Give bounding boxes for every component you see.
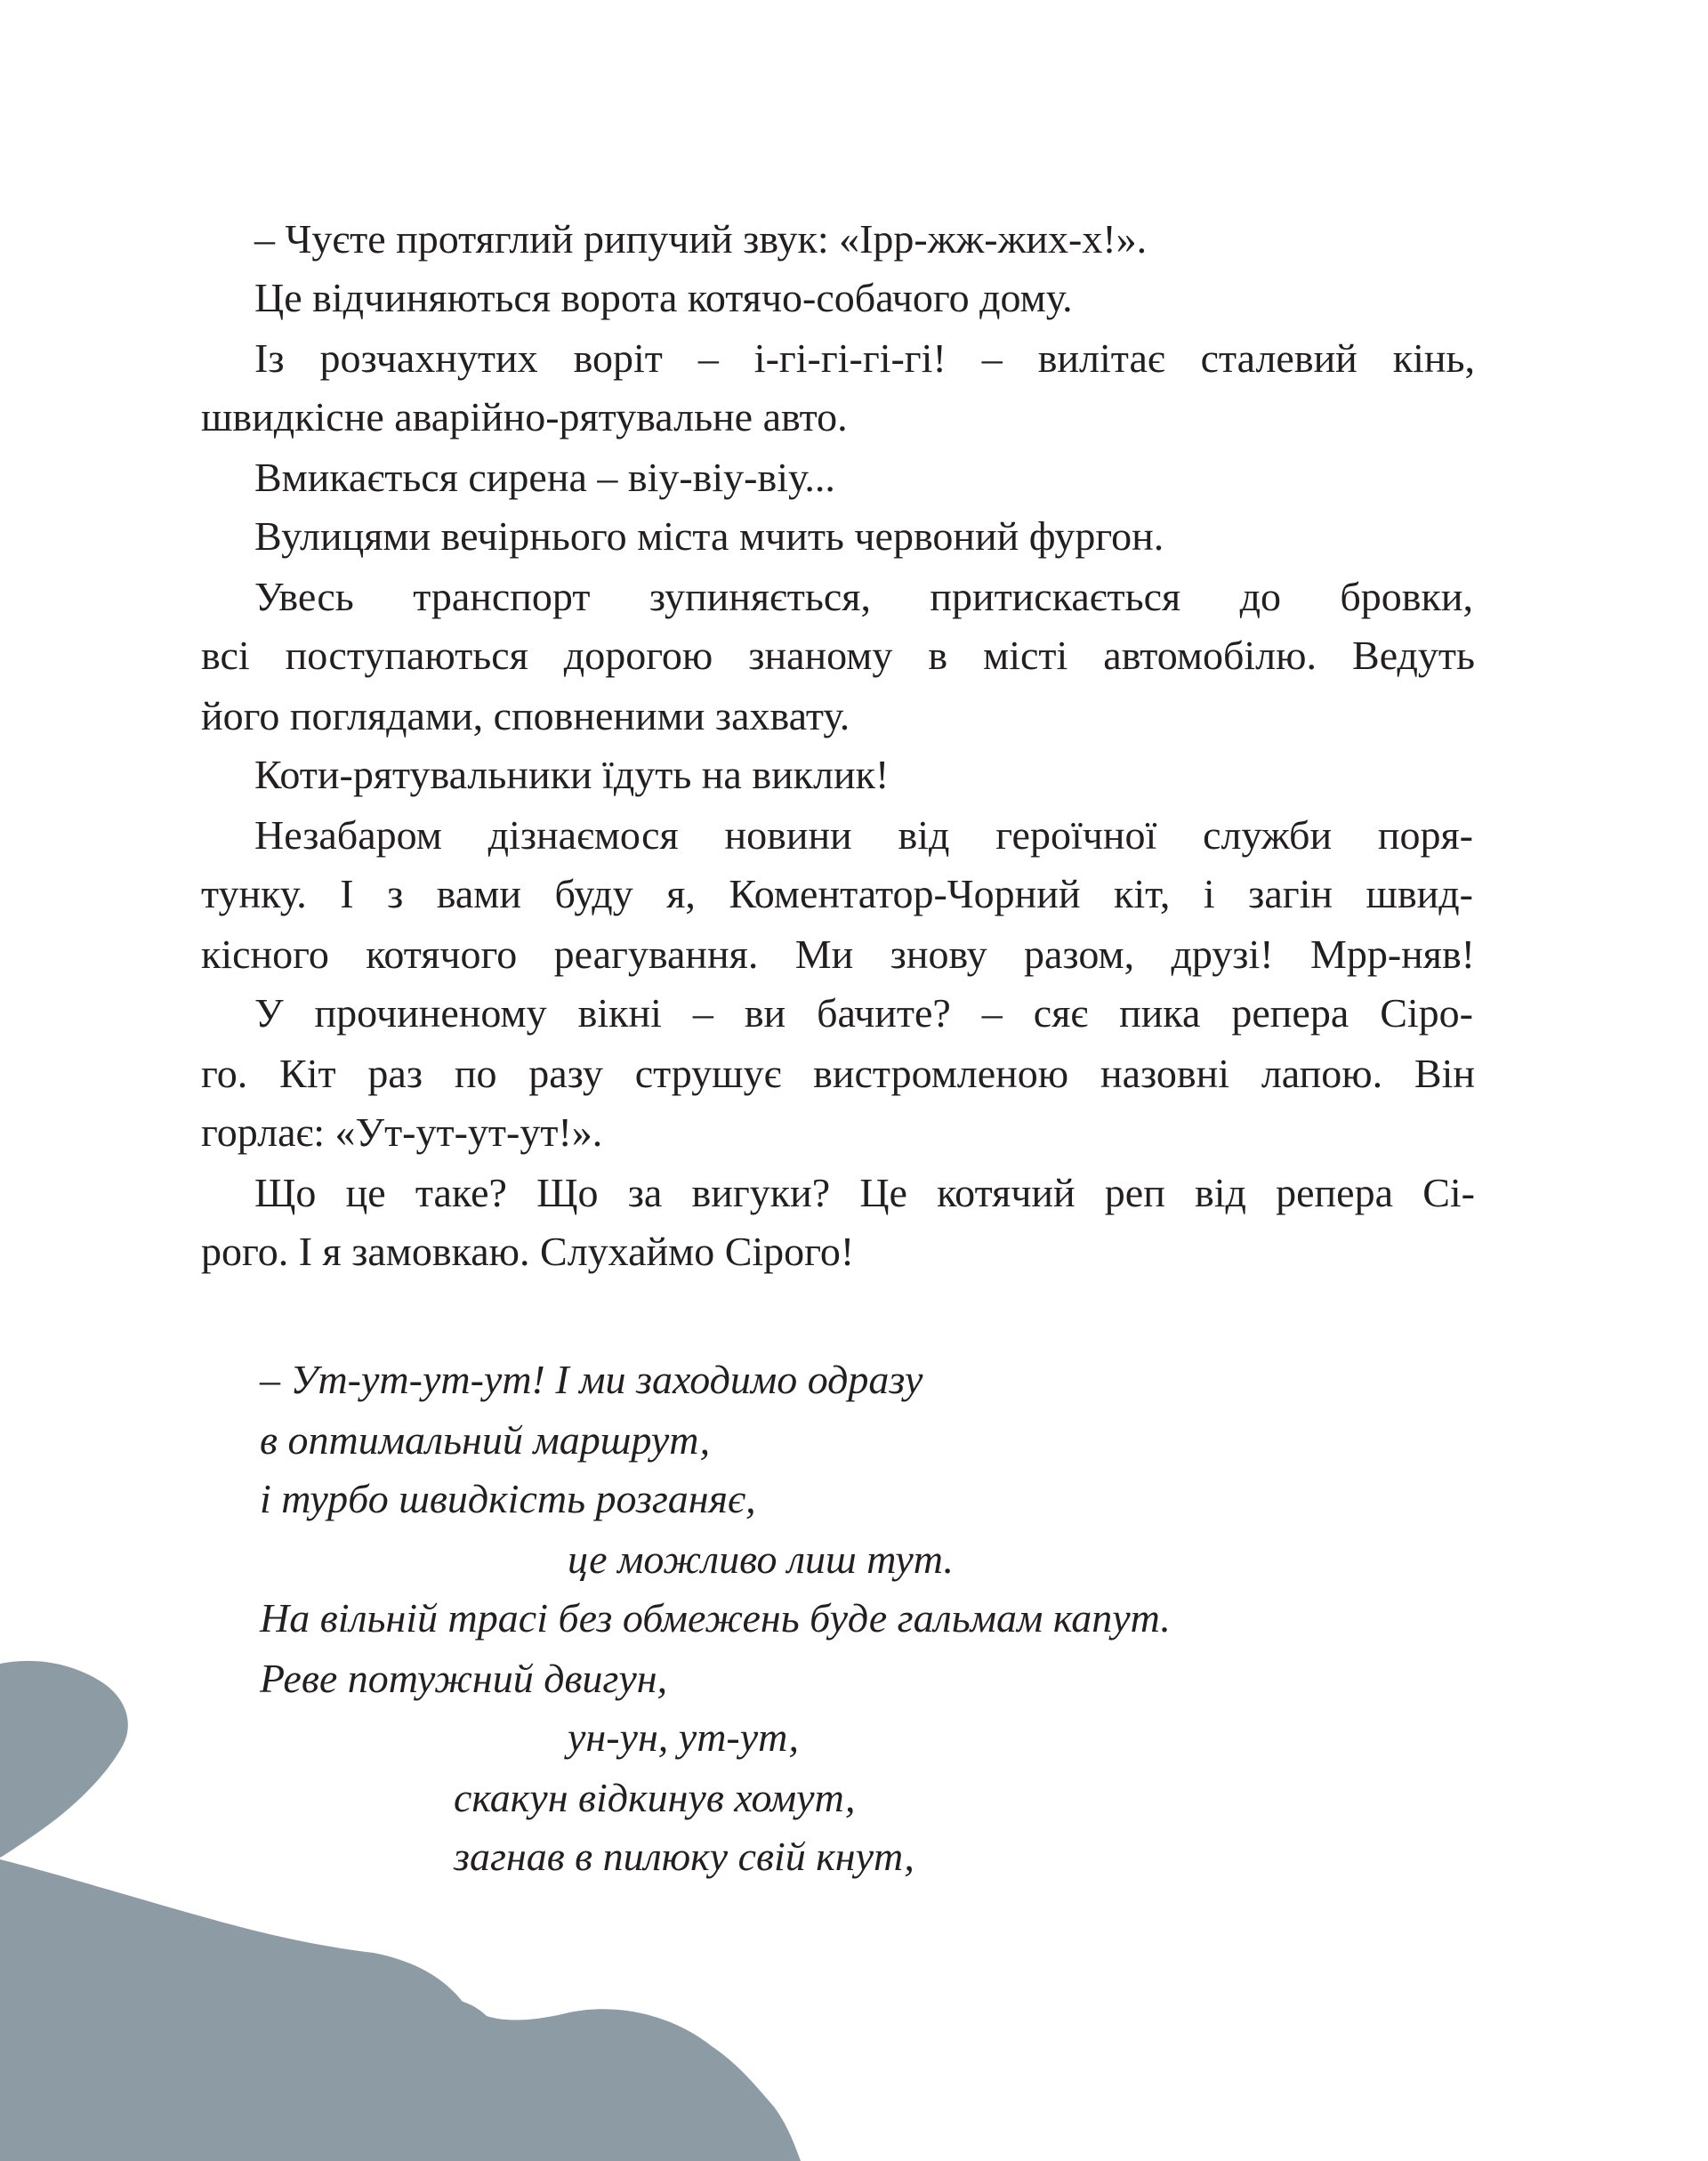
verse-line-6: Реве потужний двигун, <box>260 1656 668 1701</box>
prose-line-18: рого. І я замовкаю. Слухаймо Сірого! <box>201 1229 855 1274</box>
verse-line-8: скакун відкинув хомут, <box>454 1775 856 1820</box>
prose-line-5: Вмикається сирена – віу-віу-віу... <box>254 455 835 500</box>
prose-line-13: кісного котячого реагування. Ми знову разом, друзі! Мрр-няв! <box>201 931 1475 977</box>
verse-line-1: – Ут-ут-ут-ут! І ми заходимо одразу <box>260 1357 923 1402</box>
prose-line-6: Вулицями вечірнього міста мчить червоний фургон. <box>254 513 1164 559</box>
verse-line-9: загнав в пилюку свій кнут, <box>454 1834 914 1879</box>
verse-line-5: На вільній трасі без обмежень буде гальмам капут. <box>260 1595 1171 1641</box>
prose-line-16: горлає: «Ут-ут-ут-ут!». <box>201 1109 603 1155</box>
verse-line-3: і турбо швидкість розганяє, <box>260 1476 756 1521</box>
prose-line-10: Коти-рятувальники їдуть на виклик! <box>254 752 890 797</box>
prose-line-9: його поглядами, сповненими захвату. <box>201 693 850 738</box>
verse-line-7: ун-ун, ут-ут, <box>568 1714 800 1760</box>
prose-line-14: У прочиненому вікні – ви бачите? – сяє пика репера Сіро- <box>254 990 1473 1036</box>
prose-line-8: всі поступаються дорогою знаному в місті автомобілю. Ведуть <box>201 633 1475 678</box>
prose-line-3: Із розчахнутих воріт – і-гі-гі-гі-гі! – вилітає сталевий кінь, <box>254 335 1475 381</box>
prose-line-12: тунку. І з вами буду я, Коментатор-Чорний кіт, і загін швид- <box>201 871 1473 916</box>
prose-line-11: Незабаром дізнаємося новини від героїчної служби поря- <box>254 812 1473 858</box>
prose-line-4: швидкісне аварійно-рятувальне авто. <box>201 394 848 439</box>
verse-line-2: в оптимальний маршрут, <box>260 1417 711 1463</box>
prose-line-17: Що це таке? Що за вигуки? Це котячий реп від репера Сі- <box>254 1170 1475 1215</box>
verse-line-4: це можливо лиш тут. <box>568 1536 955 1582</box>
prose-line-2: Це відчиняються ворота котячо-собачого дому. <box>254 275 1073 320</box>
prose-line-7: Увесь транспорт зупиняється, притискається до бровки, <box>254 574 1473 619</box>
prose-line-1: – Чуєте протяглий рипучий звук: «Ірр-жж-жих-х!». <box>254 216 1148 262</box>
prose-line-15: го. Кіт раз по разу струшує вистромленою назовні лапою. Він <box>201 1051 1475 1096</box>
